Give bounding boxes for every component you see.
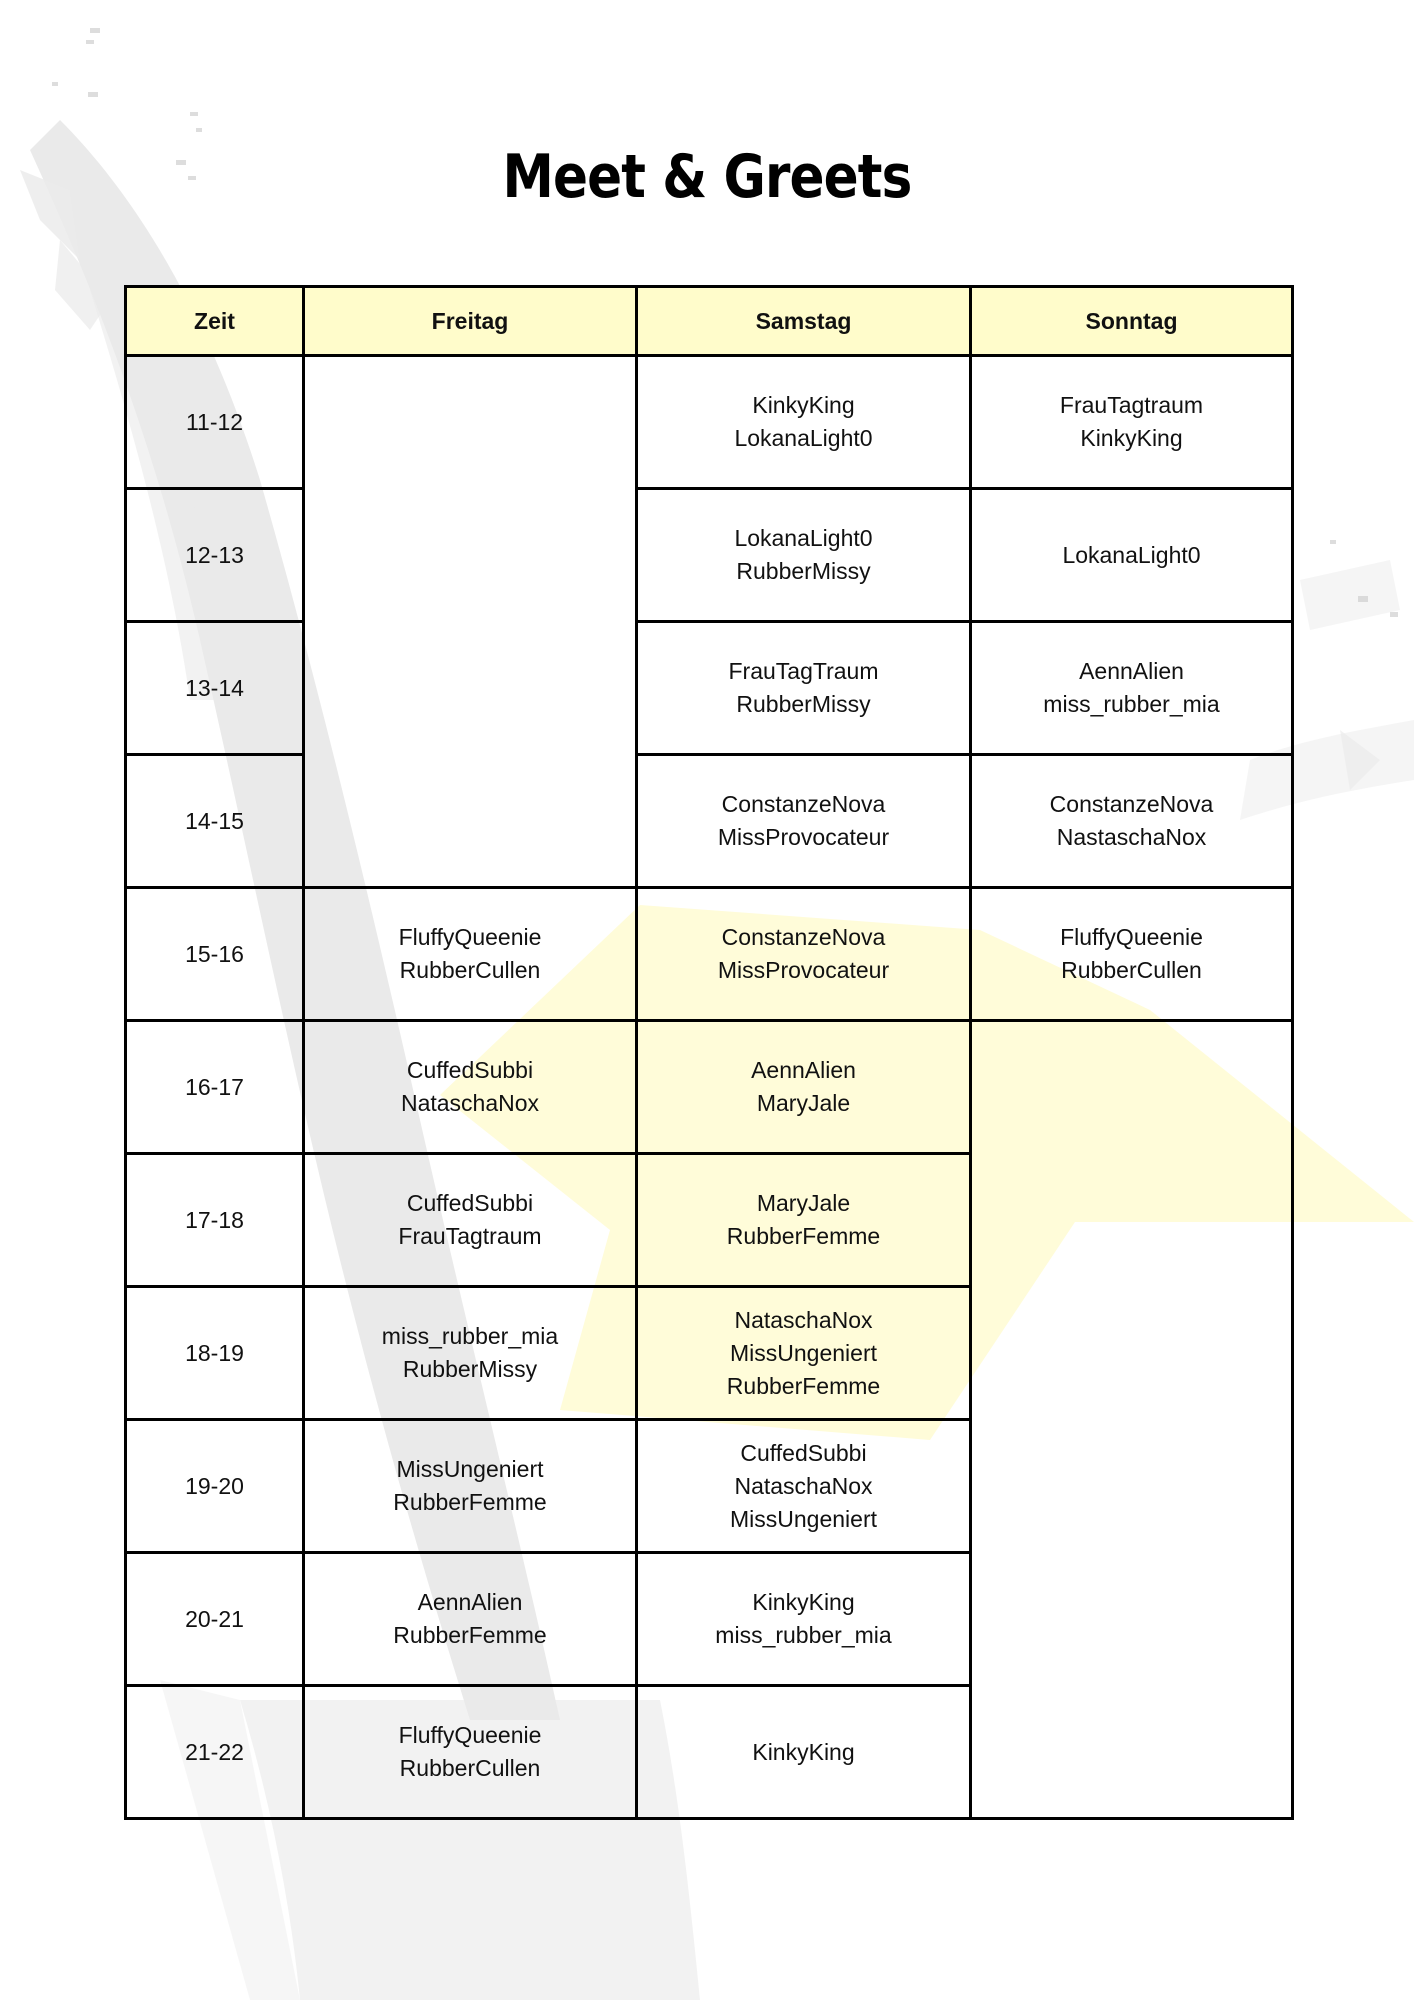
table-row: [126, 755, 1293, 888]
freitag-cell: [304, 1686, 637, 1819]
table-row: [126, 1021, 1293, 1154]
time-cell: 14-15: [126, 755, 304, 888]
guest-name: RubberMissy: [402, 1356, 538, 1382]
guest-name: RubberFemme: [393, 1489, 547, 1515]
time-cell: 11-12: [126, 356, 304, 489]
guest-name: AennAlien: [417, 1589, 523, 1615]
sonntag-cell: [971, 356, 1293, 489]
guest-name: KinkyKing: [752, 1589, 855, 1615]
guest-name: miss_rubber_mia: [1043, 691, 1220, 717]
samstag-cell: [637, 622, 971, 755]
samstag-cell: [637, 888, 971, 1021]
column-header-samstag: Samstag: [637, 287, 971, 356]
guest-name: LokanaLight0: [734, 525, 873, 551]
guest-name: MaryJale: [756, 1090, 851, 1116]
guest-name: miss_rubber_mia: [715, 1622, 892, 1648]
samstag-cell: [637, 489, 971, 622]
time-cell: 20-21: [126, 1553, 304, 1686]
time-cell: 16-17: [126, 1021, 304, 1154]
guest-name: ConstanzeNova: [721, 924, 886, 950]
guest-name: KinkyKing: [752, 1738, 855, 1765]
samstag-cell: [637, 1420, 971, 1553]
guest-name: AennAlien: [751, 1057, 856, 1083]
guest-name: LokanaLight0: [734, 425, 873, 451]
samstag-cell: [637, 1287, 971, 1420]
column-header-freitag: Freitag: [304, 287, 637, 356]
guest-name: MissUngeniert: [730, 1505, 877, 1532]
time-cell: 21-22: [126, 1686, 304, 1819]
sonntag-cell: [971, 755, 1293, 888]
samstag-cell: [637, 1021, 971, 1154]
guest-name: FrauTagtraum: [398, 1223, 542, 1249]
guest-name: RubberCullen: [399, 1755, 541, 1781]
guest-name: LokanaLight0: [1062, 541, 1201, 568]
guest-name: NataschaNox: [734, 1472, 873, 1499]
samstag-cell: [637, 755, 971, 888]
freitag-cell: [304, 1287, 637, 1420]
guest-name: FrauTagTraum: [728, 658, 879, 684]
sonntag-empty-cell: [971, 1021, 1293, 1819]
table-row: [126, 888, 1293, 1021]
table-row: [126, 489, 1293, 622]
column-header-sonntag: Sonntag: [971, 287, 1293, 356]
guest-name: FluffyQueenie: [1060, 924, 1203, 950]
guest-name: RubberFemme: [393, 1622, 547, 1648]
guest-name: KinkyKing: [752, 392, 855, 418]
table-row: [126, 356, 1293, 489]
sonntag-cell: [971, 622, 1293, 755]
guest-name: RubberFemme: [726, 1223, 881, 1249]
guest-name: CuffedSubbi: [406, 1057, 534, 1083]
guest-name: RubberCullen: [1061, 957, 1202, 983]
page-title: Meet & Greets: [502, 142, 912, 212]
freitag-cell: [304, 888, 637, 1021]
time-cell: 13-14: [126, 622, 304, 755]
guest-name: ConstanzeNova: [721, 791, 886, 817]
time-cell: 15-16: [126, 888, 304, 1021]
guest-name: NataschaNox: [400, 1090, 540, 1116]
header-row: [126, 287, 1293, 356]
guest-name: RubberFemme: [726, 1372, 881, 1399]
sonntag-cell: [971, 489, 1293, 622]
samstag-cell: [637, 1154, 971, 1287]
freitag-cell: [304, 1553, 637, 1686]
samstag-cell: [637, 1553, 971, 1686]
guest-name: CuffedSubbi: [740, 1439, 867, 1466]
sonntag-cell: [971, 888, 1293, 1021]
time-cell: 19-20: [126, 1420, 304, 1553]
meet-and-greet-schedule-table: [124, 285, 1294, 1820]
guest-name: NastaschaNox: [1056, 824, 1207, 850]
guest-name: KinkyKing: [1080, 425, 1183, 451]
guest-name: FluffyQueenie: [398, 924, 542, 950]
guest-name: ConstanzeNova: [1049, 791, 1214, 817]
time-cell: 18-19: [126, 1287, 304, 1420]
column-header-zeit: Zeit: [126, 287, 304, 356]
guest-name: MaryJale: [756, 1190, 851, 1216]
guest-name: RubberMissy: [736, 691, 871, 717]
guest-name: RubberCullen: [399, 957, 541, 983]
freitag-cell: [304, 1021, 637, 1154]
guest-name: MissProvocateur: [717, 824, 890, 850]
guest-name: AennAlien: [1079, 658, 1184, 684]
guest-name: MissProvocateur: [717, 957, 890, 983]
guest-name: RubberMissy: [736, 558, 871, 584]
guest-name: MissUngeniert: [730, 1339, 877, 1366]
guest-name: FrauTagtraum: [1059, 392, 1204, 418]
time-cell: 12-13: [126, 489, 304, 622]
table-row: [126, 622, 1293, 755]
freitag-cell: [304, 1154, 637, 1287]
freitag-cell: [304, 1420, 637, 1553]
time-cell: 17-18: [126, 1154, 304, 1287]
freitag-empty-cell: [304, 356, 637, 888]
samstag-cell: [637, 356, 971, 489]
guest-name: CuffedSubbi: [406, 1190, 534, 1216]
guest-name: miss_rubber_mia: [381, 1323, 559, 1349]
guest-name: NataschaNox: [734, 1306, 873, 1333]
samstag-cell: [637, 1686, 971, 1819]
guest-name: FluffyQueenie: [398, 1722, 542, 1748]
guest-name: MissUngeniert: [396, 1456, 544, 1482]
